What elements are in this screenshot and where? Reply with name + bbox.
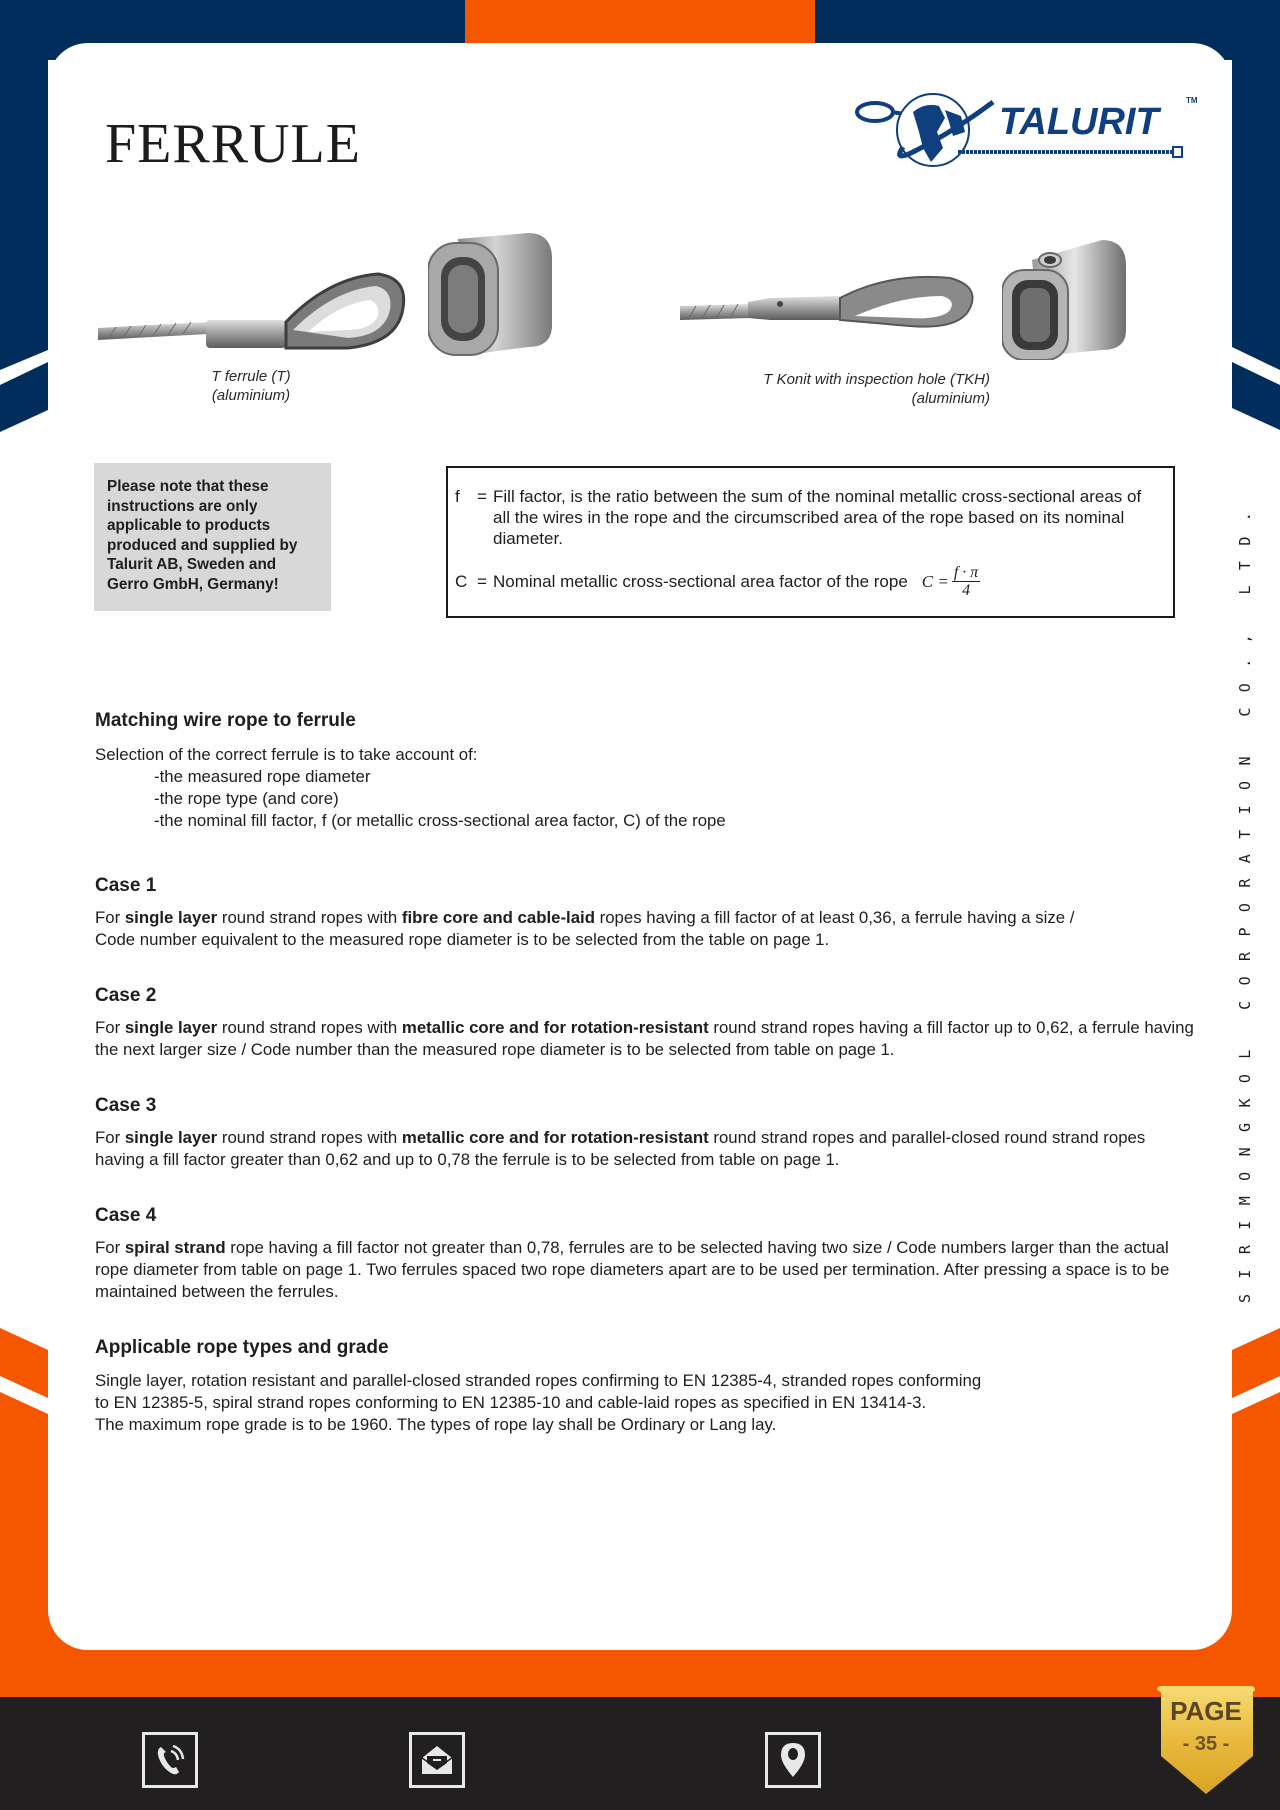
case-text: For	[95, 1238, 125, 1257]
definition-symbol: C	[455, 572, 468, 591]
case-heading: Case 3	[95, 1095, 157, 1116]
definitions-box	[446, 466, 1175, 618]
brand-name: TALURIT	[999, 101, 1159, 143]
matching-item: -the nominal fill factor, f (or metallic cross-sectional area factor, C) of the rope	[154, 811, 726, 830]
case-text: round strand ropes and parallel-closed round strand ropes having a fill factor greater than 0,62 and up to 0,78 the ferrule is to be selected from table on page 1.	[95, 1128, 1146, 1169]
note-box: Please note that these instructions are only applicable to products produced and supplied by Talurit AB, Sweden and Gerro GmbH, Germany!	[94, 463, 331, 611]
fill-factor-definition	[455, 486, 1173, 549]
case-body	[95, 1127, 1195, 1171]
t-konit-rope-image	[680, 272, 1010, 364]
company-name-vertical: SIRIMONGKOL CORPORATION CO., LTD.	[1236, 496, 1254, 1303]
case-emphasis: single layer	[124, 1018, 218, 1037]
location-pin-icon	[780, 1742, 806, 1778]
product-caption-t-konit	[735, 370, 990, 408]
case-heading: Case 4	[95, 1205, 157, 1226]
page-title: FERRULE	[105, 113, 361, 175]
definition-text: Fill factor, is the ratio between the sum of the nominal metallic cross-sectional areas of all the wires in the rope and the circumscribed area of the rope based on its nominal diameter.	[493, 487, 1142, 548]
case-emphasis: spiral strand	[124, 1238, 226, 1257]
caption-line: (aluminium)	[911, 390, 990, 407]
product-caption-t-ferrule	[196, 367, 306, 405]
definition-equals: =	[477, 487, 487, 506]
case-body	[95, 1017, 1195, 1061]
caption-line: (aluminium)	[211, 387, 291, 404]
case-text: round strand ropes with	[217, 1018, 402, 1037]
case-text: For	[95, 1018, 125, 1037]
formula-denominator: 4	[962, 582, 971, 599]
case-text: rope having a fill factor not greater than 0,78, ferrules are to be selected having two size / Code numbers larger than the actual rope diameter from table on page 1. Two ferrules spaced two rope diameters apart are to be used per termination. After pressing a space is to be maintained between the ferrules.	[95, 1238, 1170, 1301]
t-ferrule-image	[428, 229, 556, 357]
email-button[interactable]	[409, 1732, 465, 1788]
matching-item: -the rope type (and core)	[154, 789, 339, 808]
applicable-line: to EN 12385-5, spiral strand ropes conforming to EN 12385-10 and cable-laid ropes as specified in EN 13414-3.	[95, 1393, 927, 1412]
caption-line: T ferrule (T)	[211, 368, 291, 385]
section-heading-matching: Matching wire rope to ferrule	[95, 710, 356, 731]
page-number: - 35 -	[1182, 1733, 1230, 1755]
case-emphasis: metallic core and for rotation-resistant	[401, 1018, 709, 1037]
t-konit-ferrule-image	[1002, 238, 1130, 360]
area-factor-definition	[455, 564, 1173, 599]
case-body	[95, 907, 1095, 951]
email-icon	[420, 1744, 454, 1776]
case-emphasis: metallic core and for rotation-resistant	[401, 1128, 709, 1147]
area-factor-formula	[922, 564, 981, 599]
location-button[interactable]	[765, 1732, 821, 1788]
definition-text: Nominal metallic cross-sectional area factor of the rope	[493, 572, 908, 591]
matching-intro: Selection of the correct ferrule is to take account of:	[95, 745, 478, 764]
case-heading: Case 2	[95, 985, 157, 1006]
case-body	[95, 1237, 1200, 1303]
case-text: ropes having a fill factor of at least 0,36, a ferrule having a size / Code number equivalent to the measured rope diameter is to be selected from the table on page 1.	[95, 908, 1075, 949]
applicable-line: Single layer, rotation resistant and parallel-closed stranded ropes confirming to EN 12385-4, stranded ropes conforming	[95, 1371, 982, 1390]
definition-symbol: f	[455, 487, 460, 506]
phone-icon	[155, 1743, 185, 1777]
matching-item: -the measured rope diameter	[154, 767, 371, 786]
case-text: round strand ropes having a fill factor up to 0,62, a ferrule having the next larger size / Code number than the measured rope diameter is to be selected from table on page 1.	[95, 1018, 1194, 1059]
page-label: PAGE	[1170, 1696, 1242, 1726]
definition-equals: =	[477, 572, 487, 591]
talurit-logo	[853, 92, 1198, 172]
applicable-body	[95, 1370, 981, 1436]
case-text: round strand ropes with	[217, 908, 402, 927]
matching-body	[95, 744, 726, 832]
case-text: For	[95, 908, 125, 927]
case-text: For	[95, 1128, 125, 1147]
case-text: round strand ropes with	[217, 1128, 402, 1147]
formula-lhs: C =	[921, 572, 949, 591]
phone-button[interactable]	[142, 1732, 198, 1788]
case-heading: Case 1	[95, 875, 157, 896]
case-emphasis: single layer	[124, 908, 218, 927]
case-emphasis: single layer	[124, 1128, 218, 1147]
formula-numerator: f · π	[953, 564, 979, 581]
t-ferrule-rope-image	[98, 268, 478, 360]
section-heading-applicable: Applicable rope types and grade	[95, 1337, 389, 1358]
case-emphasis: fibre core and cable-laid	[401, 908, 595, 927]
trademark: TM	[1186, 96, 1198, 105]
applicable-line: The maximum rope grade is to be 1960. The types of rope lay shall be Ordinary or Lang lay.	[95, 1415, 777, 1434]
caption-line: T Konit with inspection hole (TKH)	[763, 371, 990, 388]
formula-fraction	[952, 564, 980, 599]
